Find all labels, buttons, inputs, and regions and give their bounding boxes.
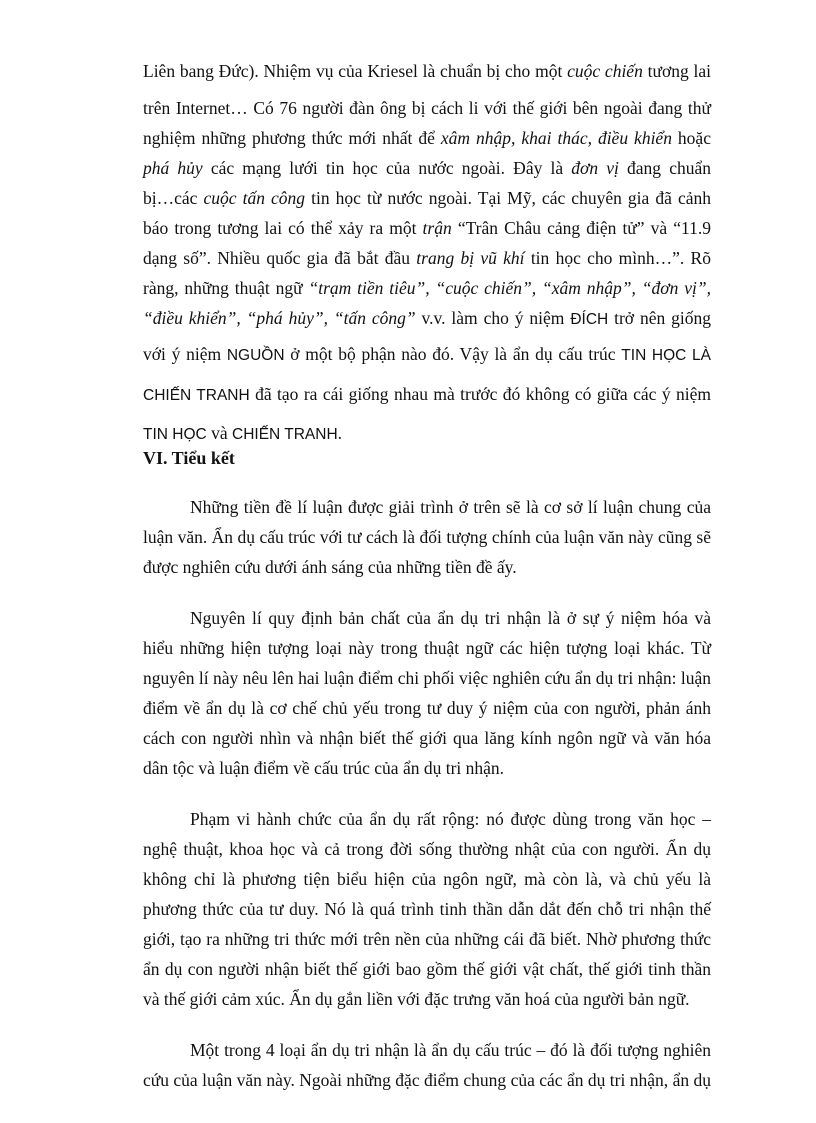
para3-line: Nguyên lí quy định bản chất của ẩn dụ tri nhận là ở sự ý niệm hóa và <box>190 608 711 628</box>
para5-line: cứu của luận văn này. Ngoài những đặc điểm chung của các ẩn dụ tri nhận, ẩn dụ <box>143 1070 711 1090</box>
para2-line: được nghiên cứu dưới ánh sáng của những tiền đề ấy. <box>143 557 517 577</box>
para1-line-1: Liên bang Đức). Nhiệm vụ của Kriesel là chuẩn bị cho một cuộc chiến tương lai <box>143 61 712 81</box>
para4-line: phương thức của tư duy. Nó là quá trình tinh thần dẫn dắt đến chỗ tri nhận thế <box>143 899 711 919</box>
para3-line: điểm về ẩn dụ là cơ chế chủ yếu trong tư duy ý niệm của con người, phản ánh <box>143 698 711 718</box>
para1-line-7: dạng số”. Nhiều quốc gia đã bắt đầu trang bị vũ khí tin học cho mình…”. Rõ <box>143 248 711 268</box>
para1-line-10: với ý niệm NGUỒN ở một bộ phận nào đó. Vậy là ẩn dụ cấu trúc TIN HỌC LÀ <box>143 344 712 364</box>
para3-line: hiểu những hiện tượng loại này trong thuật ngữ các hiện tượng loại khác. Từ <box>143 638 711 658</box>
para4-line: giới, tạo ra những tri thức mới trên nền của những cái đã biết. Nhờ phương thức <box>143 929 711 949</box>
para4-line: nghệ thuật, khoa học và cả trong đời sống thường nhật của con người. Ẩn dụ <box>143 839 711 859</box>
section-heading: VI. Tiểu kết <box>143 448 235 468</box>
para3-line: dân tộc và luận điểm về cấu trúc của ẩn dụ tri nhận. <box>143 758 505 778</box>
para1-line-3: nghiệm những phương thức mới nhất để xâm nhập, khai thác, điều khiển hoặc <box>143 128 711 148</box>
para3-line: nguyên lí này nêu lên hai luận điểm chi phối việc nghiên cứu ẩn dụ tri nhận: luận <box>143 668 711 688</box>
para4-line: Phạm vi hành chức của ẩn dụ rất rộng: nó được dùng trong văn học – <box>190 809 711 829</box>
para4-line: và thế giới cảm xúc. Ẩn dụ gắn liền với đặc trưng văn hoá của người bản ngữ. <box>143 989 690 1009</box>
para3-line: cách con người nhìn và nhận biết thế giới qua lăng kính ngôn ngữ và văn hóa <box>143 728 711 748</box>
para4-line: ẩn dụ con người nhận biết thế giới bao gồm thế giới vật chất, thế giới tinh thần <box>143 959 711 979</box>
para1-line-6: báo trong tương lai có thể xảy ra một trận “Trân Châu cảng điện tử” và “11.9 <box>143 218 711 238</box>
para2-line: luận văn. Ẩn dụ cấu trúc với tư cách là đối tượng chính của luận văn này cũng sẽ <box>143 527 711 547</box>
para5-line: Một trong 4 loại ẩn dụ tri nhận là ẩn dụ cấu trúc – đó là đối tượng nghiên <box>190 1040 711 1060</box>
para2-line: Những tiền đề lí luận được giải trình ở trên sẽ là cơ sở lí luận chung của <box>190 497 711 517</box>
para1-line-12: TIN HỌC và CHIẾN TRANH. <box>143 423 343 443</box>
para1-line-9: “điều khiển”, “phá hủy”, “tấn công” v.v. làm cho ý niệm ĐÍCH trở nên giống <box>143 308 712 328</box>
para4-line: không chỉ là phương tiện biểu hiện của ngôn ngữ, mà còn là, và chủ yếu là <box>143 869 711 889</box>
para1-line-11: CHIẾN TRANH đã tạo ra cái giống nhau mà trước đó không có giữa các ý niệm <box>143 384 711 404</box>
para1-line-2: trên Internet… Có 76 người đàn ông bị cách li với thế giới bên ngoài đang thử <box>143 98 711 118</box>
para1-line-8: ràng, những thuật ngữ “trạm tiền tiêu”, “cuộc chiến”, “xâm nhập”, “đơn vị”, <box>143 278 711 298</box>
para1-line-4: phá hủy các mạng lưới tin học của nước ngoài. Đây là đơn vị đang chuẩn <box>143 158 711 178</box>
para1-line-5: bị…các cuộc tấn công tin học từ nước ngoài. Tại Mỹ, các chuyên gia đã cảnh <box>143 188 711 208</box>
